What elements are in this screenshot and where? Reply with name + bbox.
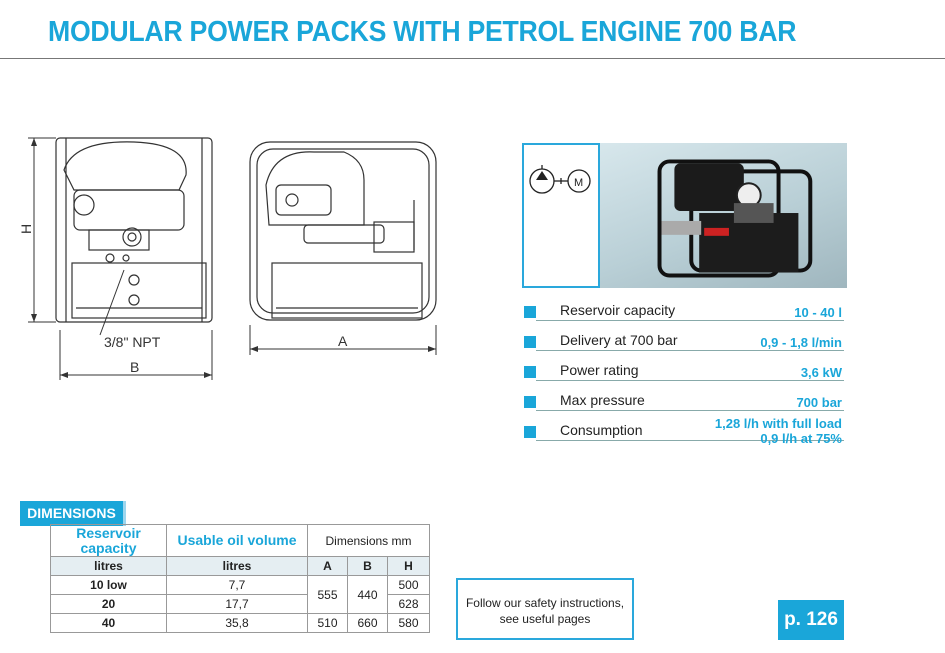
square-bullet-icon [524, 336, 536, 348]
product-photo [598, 143, 847, 288]
dimension-label-h: H [18, 223, 34, 234]
cell-usable: 17,7 [167, 595, 308, 614]
table-subheader-row [51, 557, 430, 576]
spec-value: 700 bar [796, 395, 842, 410]
spec-underline [536, 350, 844, 351]
cell-b-merged: 440 [348, 576, 388, 614]
subheader-a: A [308, 557, 348, 576]
subheader-b: B [348, 557, 388, 576]
spec-label: Delivery at 700 bar [560, 332, 678, 348]
spec-row [522, 360, 844, 390]
spec-underline [536, 380, 844, 381]
cell-h: 628 [388, 595, 430, 614]
cell-reservoir: 20 [51, 595, 167, 614]
subheader-usable-unit: litres [167, 557, 308, 576]
technical-drawing [14, 130, 454, 385]
cell-h: 580 [388, 614, 430, 633]
motor-letter: M [574, 177, 584, 189]
page-title: MODULAR POWER PACKS WITH PETROL ENGINE 700 BAR [48, 16, 797, 48]
spec-list [522, 300, 844, 456]
spec-label: Reservoir capacity [560, 302, 676, 318]
hydraulic-symbol [524, 145, 598, 216]
dimension-label-npt: 3/8" NPT [104, 334, 161, 350]
cell-reservoir: 40 [51, 614, 167, 633]
cell-usable: 7,7 [167, 576, 308, 595]
dimensions-tab: DIMENSIONS [20, 501, 126, 526]
spec-label: Power rating [560, 362, 639, 378]
dimension-label-a: A [338, 333, 348, 349]
square-bullet-icon [524, 306, 536, 318]
table-row [51, 614, 430, 633]
spec-row [522, 330, 844, 360]
spec-row [522, 300, 844, 330]
dimension-label-b: B [130, 359, 140, 375]
cell-b: 660 [348, 614, 388, 633]
header-reservoir: Reservoir capacity [51, 525, 167, 557]
subheader-h: H [388, 557, 430, 576]
spec-label: Max pressure [560, 392, 645, 408]
spec-underline [536, 410, 844, 411]
spec-value-line: 0,9 l/h at 75% [760, 431, 842, 446]
spec-label: Consumption [560, 422, 643, 438]
square-bullet-icon [524, 426, 536, 438]
header-usable: Usable oil volume [167, 525, 308, 557]
spec-value: 3,6 kW [800, 365, 842, 380]
safety-notice [456, 578, 634, 640]
safety-line: Follow our safety instructions, [465, 596, 625, 610]
subheader-reservoir-unit: litres [51, 557, 167, 576]
cell-a: 510 [308, 614, 348, 633]
cell-h: 500 [388, 576, 430, 595]
cell-reservoir: 10 low [51, 576, 167, 595]
title-divider [0, 58, 945, 59]
cell-usable: 35,8 [167, 614, 308, 633]
cell-a-merged: 555 [308, 576, 348, 614]
square-bullet-icon [524, 396, 536, 408]
spec-value-line: 1,28 l/h with full load [714, 416, 842, 431]
spec-value: 10 - 40 l [794, 305, 842, 320]
product-photo-frame [522, 143, 845, 288]
table-header-row [51, 525, 430, 557]
spec-row [522, 416, 844, 456]
spec-underline [536, 320, 844, 321]
spec-value: 0,9 - 1,8 l/min [760, 335, 842, 350]
dimensions-table [50, 524, 430, 633]
safety-line: see useful pages [499, 612, 591, 626]
table-row [51, 576, 430, 595]
page-reference[interactable]: p. 126 [778, 600, 844, 640]
square-bullet-icon [524, 366, 536, 378]
header-dims: Dimensions mm [308, 525, 430, 557]
spec-value [715, 416, 842, 446]
